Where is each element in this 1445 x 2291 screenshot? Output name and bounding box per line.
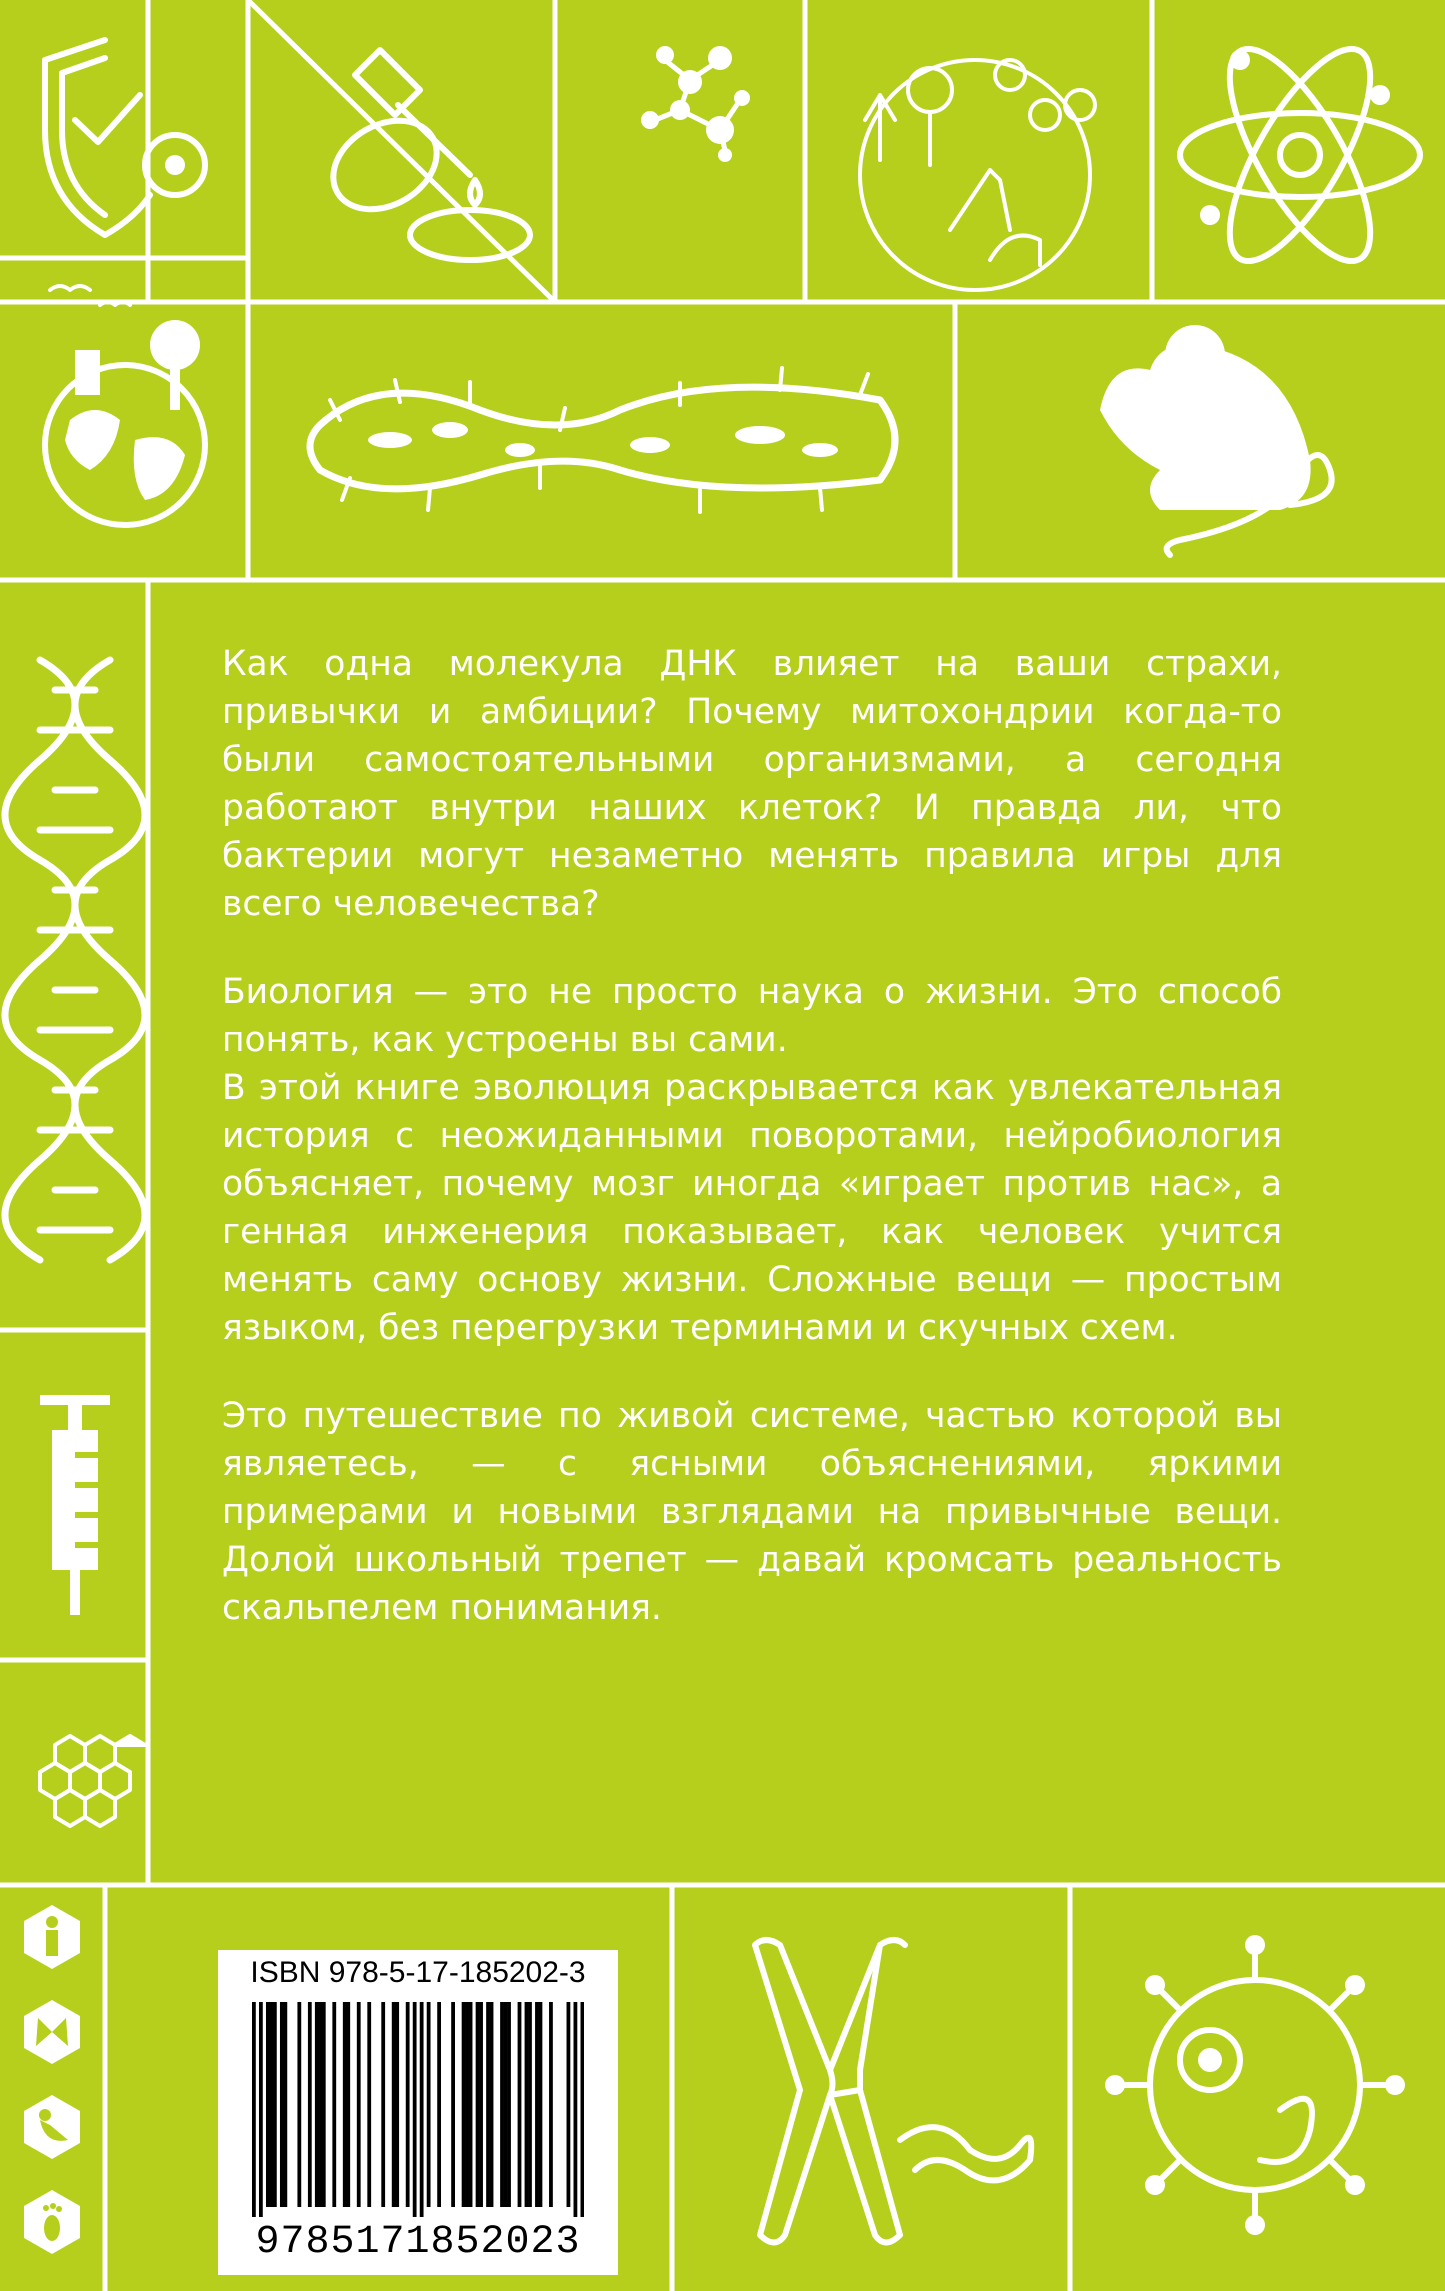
barcode-bar: [451, 2002, 455, 2207]
barcode-bar: [528, 2002, 532, 2207]
barcode-bar: [269, 2002, 273, 2207]
barcode-bar: [490, 2002, 494, 2207]
earth-icon: [45, 286, 205, 525]
barcode-bar: [581, 2002, 584, 2217]
description-paragraph-1: Как одна молекула ДНК влияет на ваши страхи, привычки и амбиции? Почему митохондрии когда-то были самостоятельными организмами, а сегодня работают внутри наших клеток? И правда ли, что бактерии могут незаметно менять правила игры для всего человечества?: [222, 644, 1282, 924]
barcode-bar: [507, 2002, 511, 2207]
isbn-barcode: [218, 1950, 618, 2275]
barcode-bar: [252, 2002, 256, 2217]
barcode-bar: [273, 2002, 277, 2207]
barcode-bar: [574, 2002, 578, 2217]
barcode-bar: [322, 2002, 326, 2207]
atom-icon: [1180, 30, 1420, 280]
barcode-bar: [413, 2002, 417, 2217]
barcode-bar: [259, 2002, 263, 2217]
description-paragraph-3: В этой книге эволюция раскрывается как увлекательная история с неожиданными поворотами, нейробиология объясняет, почему мозг иногда «играет против нас», а генная инженерия показывает, как человек учится менять саму основу жизни. Сложные вещи — простым языком, без перегрузки терминами и скучных схем.: [222, 1068, 1282, 1348]
barcode-bars: [252, 2002, 584, 2217]
molecule-icon: [641, 46, 750, 162]
description-paragraph-4: Это путешествие по живой системе, частью которой вы являетесь, — с ясными объяснениями, яркими примерами и новыми взглядами на привычные вещи. Долой школьный трепет — давай кромсать реальность скальпелем понимания.: [222, 1396, 1282, 1628]
barcode-bar: [479, 2002, 483, 2207]
barcode-bar: [462, 2002, 466, 2207]
barcode-bar: [437, 2002, 441, 2207]
mouse-icon: [1100, 325, 1332, 555]
barcode-bar: [315, 2002, 319, 2207]
barcode-bar: [567, 2002, 571, 2207]
honeycomb-icon: [40, 1736, 145, 1826]
barcode-bar: [525, 2002, 529, 2207]
pipette-petri-icon: [317, 50, 530, 260]
barcode-bar: [420, 2002, 424, 2217]
virus-icon: [1105, 1935, 1405, 2235]
barcode-bar: [469, 2002, 473, 2207]
barcode-bar: [381, 2002, 385, 2207]
barcode-bar: [297, 2002, 301, 2207]
barcode-bar: [395, 2002, 399, 2207]
ean-digits: 9785171852023: [255, 2220, 581, 2265]
barcode-bar: [280, 2002, 284, 2207]
barcode-bar: [504, 2002, 508, 2207]
barcode-bar: [343, 2002, 347, 2207]
hexagon-bird-icon: [24, 2095, 80, 2159]
barcode-bar: [535, 2002, 539, 2207]
hexagon-footprint-icon: [24, 2190, 80, 2254]
hexagon-butterfly-icon: [24, 2000, 80, 2064]
isbn-label: ISBN 978-5-17-185202-3: [250, 1956, 586, 1989]
barcode-bar: [367, 2002, 371, 2207]
barcode-bar: [549, 2002, 553, 2207]
dna-icon: [5, 660, 145, 1260]
hexagon-person-icon: [24, 1905, 80, 1969]
barcode-bar: [332, 2002, 336, 2207]
barcode-bar: [318, 2002, 322, 2207]
barcode-bar: [266, 2002, 270, 2207]
barcode-bar: [465, 2002, 469, 2207]
barcode-bar: [486, 2002, 490, 2207]
barcode-bar: [539, 2002, 543, 2207]
syringe-icon: [40, 1395, 110, 1615]
barcode-bar: [518, 2002, 522, 2207]
barcode-bar: [308, 2002, 312, 2207]
barcode-bar: [283, 2002, 287, 2207]
shield-check-icon: [45, 40, 205, 235]
ecosystem-icon: [860, 60, 1095, 290]
description-paragraph-2: Биология — это не просто наука о жизни. Это способ понять, как устроены вы сами.: [222, 972, 1282, 1060]
barcode-bar: [346, 2002, 350, 2207]
barcode-bar: [392, 2002, 396, 2207]
barcode-bar: [427, 2002, 431, 2207]
bacterium-icon: [310, 368, 895, 512]
chromosome-icon: [755, 1940, 1031, 2243]
book-description: [222, 640, 1282, 1632]
barcode-bar: [476, 2002, 480, 2207]
barcode-bar: [357, 2002, 361, 2207]
barcode-bar: [500, 2002, 504, 2207]
barcode-bar: [406, 2002, 410, 2207]
